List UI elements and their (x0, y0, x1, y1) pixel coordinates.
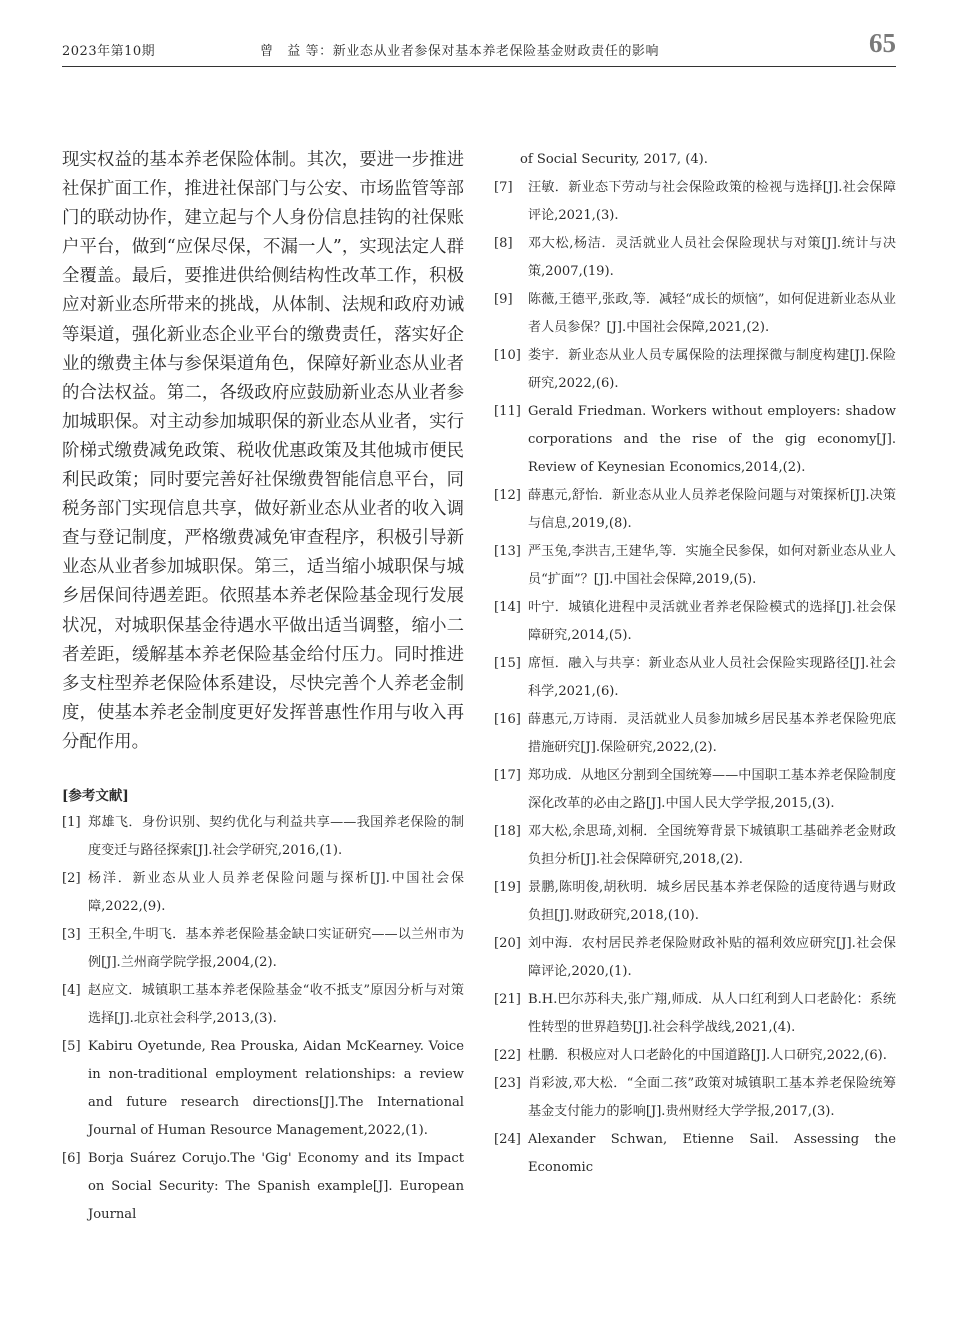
reference-number: [19] (494, 880, 521, 895)
reference-text: 郑雄飞．身份识别、契约优化与利益共享——我国养老保险的制度变迁与路径探索[J].社会学研究,2016,(1). (88, 814, 464, 858)
reference-text: 娄宇．新业态从业人员专属保险的法理探微与制度构建[J].保险研究,2022,(6). (528, 348, 896, 391)
reference-text: Kabiru Oyetunde, Rea Prouska, Aidan McKearney. Voice in non-traditional employment relationships: a review and future research directions[J].The International Journal of Human Resource Management,2022,(1). (88, 1038, 464, 1138)
reference-text: 赵应文．城镇职工基本养老保险基金“收不抵支”原因分析与对策选择[J].北京社会科学,2013,(3). (88, 982, 464, 1026)
reference-item (494, 874, 896, 930)
reference-item (494, 286, 896, 342)
reference-number: [24] (494, 1132, 521, 1147)
reference-number: [10] (494, 348, 521, 363)
page-number: 65 (869, 28, 896, 58)
reference-item (62, 865, 464, 921)
reference-text: 邓大松,余思琦,刘桐．全国统筹背景下城镇职工基础养老金财政负担分析[J].社会保障研究,2018,(2). (528, 824, 896, 867)
reference-number: [18] (494, 824, 521, 839)
reference-item (494, 986, 896, 1042)
reference-text: 郑功成．从地区分割到全国统筹——中国职工基本养老保险制度深化改革的必由之路[J].中国人民大学学报,2015,(3). (528, 768, 896, 811)
reference-number: [3] (62, 926, 81, 942)
reference-continuation: of Social Security, 2017, (4). (520, 152, 708, 167)
reference-text: 叶宁．城镇化进程中灵活就业者养老保险模式的选择[J].社会保障研究,2014,(5). (528, 600, 896, 643)
reference-item (494, 482, 896, 538)
reference-text: 汪敏．新业态下劳动与社会保险政策的检视与选择[J].社会保障评论,2021,(3). (528, 180, 896, 223)
reference-number: [14] (494, 600, 521, 615)
reference-item (62, 1033, 464, 1145)
reference-item (494, 1070, 896, 1126)
reference-item (494, 762, 896, 818)
reference-text: 邓大松,杨洁．灵活就业人员社会保险现状与对策[J].统计与决策,2007,(19). (528, 236, 896, 279)
reference-item (494, 930, 896, 986)
reference-number: [22] (494, 1048, 521, 1063)
journal-issue: 2023年第10期 (62, 44, 156, 59)
reference-text: Borja Suárez Corujo.The 'Gig' Economy and its Impact on Social Security: The Spanish example[J]. European Journal (88, 1150, 464, 1222)
reference-item (62, 809, 464, 865)
reference-text: 王积全,牛明飞．基本养老保险基金缺口实证研究——以兰州市为例[J].兰州商学院学报,2004,(2). (88, 926, 464, 970)
reference-item (494, 1042, 896, 1070)
left-column (62, 146, 464, 1229)
reference-number: [5] (62, 1038, 81, 1054)
reference-item (494, 398, 896, 482)
reference-number: [16] (494, 712, 521, 727)
reference-number: [7] (494, 180, 513, 195)
reference-number: [15] (494, 656, 521, 671)
reference-number: [2] (62, 870, 81, 886)
references-heading: [参考文献] (62, 787, 129, 804)
running-header (62, 26, 896, 67)
reference-text: 刘中海．农村居民养老保险财政补贴的福利效应研究[J].社会保障评论,2020,(1). (528, 936, 896, 979)
reference-text: 景鹏,陈明俊,胡秋明．城乡居民基本养老保险的适度待遇与财政负担[J].财政研究,2018,(10). (528, 880, 896, 923)
reference-number: [21] (494, 992, 521, 1007)
right-column (494, 146, 896, 1182)
reference-number: [13] (494, 544, 521, 559)
reference-number: [8] (494, 236, 513, 251)
reference-text: 薛惠元,舒怡．新业态从业人员养老保险问题与对策探析[J].决策与信息,2019,(8). (528, 488, 896, 531)
reference-item (494, 538, 896, 594)
reference-item (494, 650, 896, 706)
body-paragraph: 现实权益的基本养老保险体制。其次，要进一步推进社保扩面工作，推进社保部门与公安、市场监管等部门的联动协作，建立起与个人身份信息挂钩的社保账户平台，做到“应保尽保，不漏一人”，实现法定人群全覆盖。最后，要推进供给侧结构性改革工作，积极应对新业态所带来的挑战，从体制、法规和政府劝诫等渠道，强化新业态企业平台的缴费责任，落实好企业的缴费主体与参保渠道角色，保障好新业态从业者的合法权益。第二，各级政府应鼓励新业态从业者参加城职保。对主动参加城职保的新业态从业者，实行阶梯式缴费减免政策、税收优惠政策及其他城市便民利民政策；同时要完善好社保缴费智能信息平台，同税务部门实现信息共享，做好新业态从业者的收入调查与登记制度，严格缴费减免审查程序，积极引导新业态从业者参加城职保。第三，适当缩小城职保与城乡居保间待遇差距。依照基本养老保险基金现行发展状况，对城职保基金待遇水平做出适当调整，缩小二者差距，缓解基本养老保险基金给付压力。同时推进多支柱型养老保险体系建设，尽快完善个人养老金制度，使基本养老金制度更好发挥普惠性作用与收入再分配作用。 (62, 150, 464, 752)
running-title: 曾 益 等：新业态从业者参保对基本养老保险基金财政责任的影响 (260, 44, 660, 59)
reference-text: B.H.巴尔苏科夫,张广翔,师成．从人口红利到人口老龄化：系统性转型的世界趋势[J].社会科学战线,2021,(4). (528, 992, 896, 1035)
reference-text: 陈薇,王德平,张政,等．减轻“成长的烦恼”，如何促进新业态从业者人员参保？[J].中国社会保障,2021,(2). (528, 292, 896, 335)
reference-number: [20] (494, 936, 521, 951)
reference-item (62, 977, 464, 1033)
reference-list-left (62, 809, 464, 1229)
reference-number: [9] (494, 292, 513, 307)
reference-item (494, 1126, 896, 1182)
reference-list-right (494, 174, 896, 1182)
reference-text: 严玉兔,李洪吉,王建华,等．实施全民参保，如何对新业态从业人员“扩面”？[J].中国社会保障,2019,(5). (528, 544, 896, 587)
reference-number: [17] (494, 768, 521, 783)
reference-item (494, 818, 896, 874)
reference-number: [4] (62, 982, 81, 998)
reference-number: [12] (494, 488, 521, 503)
reference-text: 薛惠元,万诗雨．灵活就业人员参加城乡居民基本养老保险兜底措施研究[J].保险研究,2022,(2). (528, 712, 896, 755)
reference-item (494, 594, 896, 650)
reference-item (494, 342, 896, 398)
reference-item (62, 1145, 464, 1229)
reference-number: [23] (494, 1076, 521, 1091)
reference-item (494, 174, 896, 230)
reference-number: [11] (494, 404, 521, 419)
reference-item (494, 706, 896, 762)
reference-text: 席恒．融入与共享：新业态从业人员社会保险实现路径[J].社会科学,2021,(6). (528, 656, 896, 699)
reference-text: 杜鹏．积极应对人口老龄化的中国道路[J].人口研究,2022,(6). (528, 1048, 887, 1063)
reference-item (494, 230, 896, 286)
reference-text: 肖彩波,邓大松．“全面二孩”政策对城镇职工基本养老保险统筹基金支付能力的影响[J].贵州财经大学学报,2017,(3). (528, 1076, 896, 1119)
reference-text: 杨洋．新业态从业人员养老保险问题与探析[J].中国社会保障,2022,(9). (88, 870, 464, 914)
reference-number: [6] (62, 1150, 81, 1166)
reference-number: [1] (62, 814, 81, 830)
reference-text: Alexander Schwan, Etienne Sail. Assessing the Economic (528, 1132, 896, 1175)
reference-item (62, 921, 464, 977)
reference-text: Gerald Friedman. Workers without employers: shadow corporations and the rise of the gig economy[J]. Review of Keynesian Economics,2014,(2). (528, 404, 896, 475)
